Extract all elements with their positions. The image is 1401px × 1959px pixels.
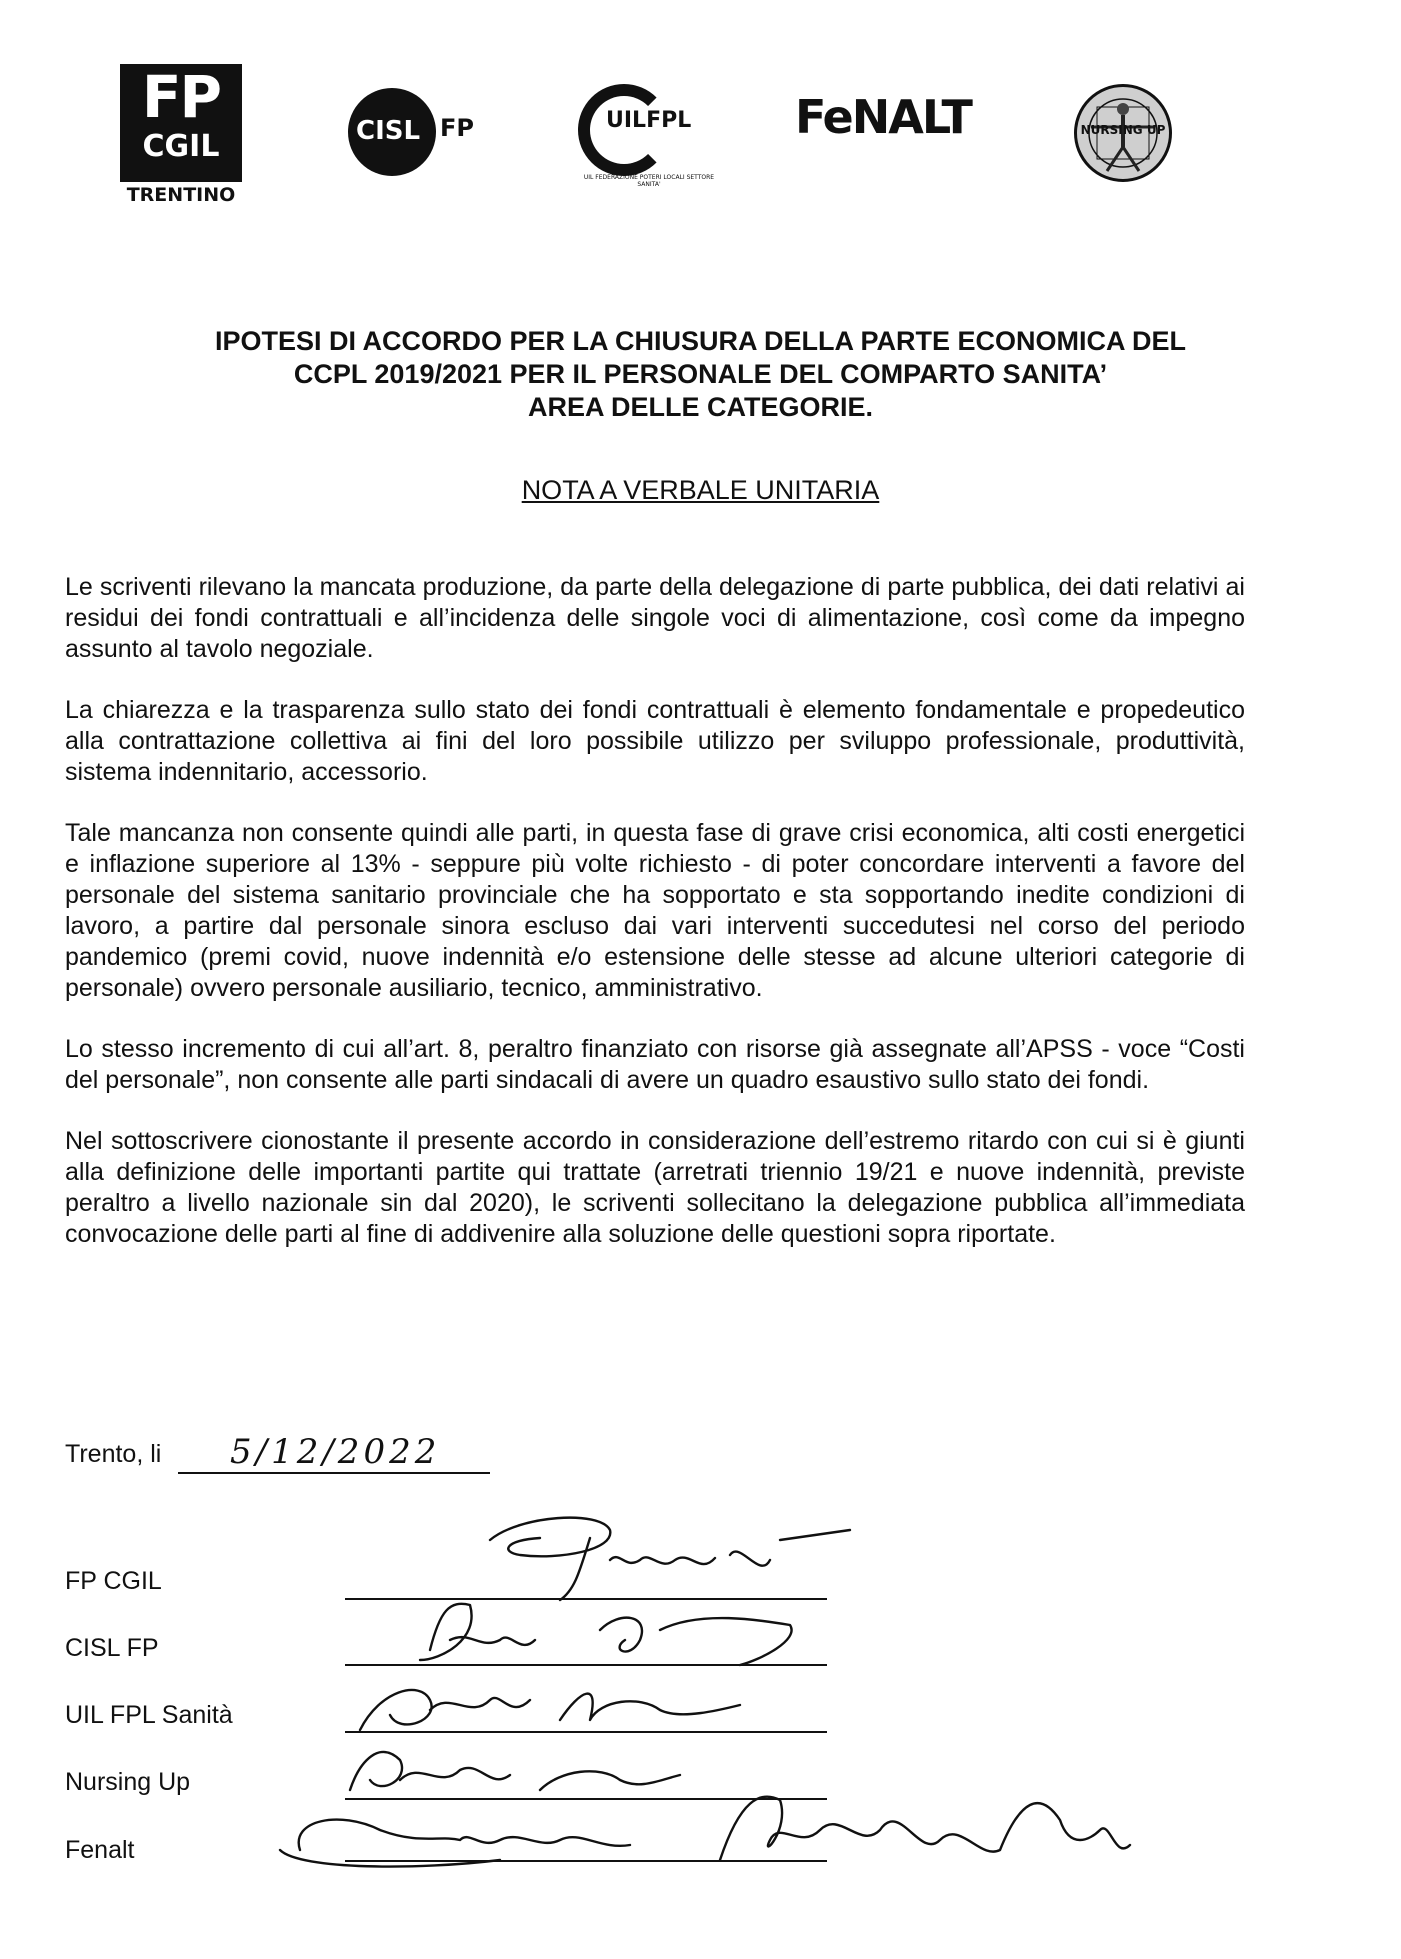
title-line: AREA DELLE CATEGORIE.: [527, 392, 873, 422]
fp-cgil-logo-line1: FP: [141, 63, 221, 131]
nursing-up-logo-text: NURSING UP: [1080, 123, 1166, 137]
title-line: IPOTESI DI ACCORDO PER LA CHIUSURA DELLA PARTE ECONOMICA DEL: [214, 326, 1187, 356]
signature-cisl-fp: [420, 1604, 792, 1665]
signatory-label: Nursing Up: [65, 1768, 191, 1796]
paragraph: Lo stesso incremento di cui all’art. 8, peraltro finanziato con risorse già assegnate all’APSS - voce “Costi del personale”, non consente alle parti sindacali di avere un quadro esaustivo sullo stato dei fondi.: [65, 1035, 1245, 1094]
signatory-label: Fenalt: [65, 1836, 135, 1864]
signature-fenalt-2: [720, 1797, 1130, 1860]
cisl-logo-fp: FP: [440, 114, 474, 142]
fp-cgil-logo-line2: CGIL: [142, 129, 220, 164]
fenalt-logo: FeNALT: [795, 90, 971, 144]
uil-logo-text: UILFPL: [606, 108, 692, 133]
paragraph: Tale mancanza non consente quindi alle parti, in questa fase di grave crisi economica, alti costi energetici e inflazione superiore al 13% - seppure più volte richiesto - di poter concordare interventi a favore del personale del sistema sanitario provinciale che ha sopportato e sta sopportando inedite condizioni di lavoro, a partire dal personale sinora escluso dai vari interventi succedutesi nel corso del periodo pandemico (premi covid, nuove indennità e/o estensione delle stesse ad alcune ulteriori categorie di personale) ovvero personale ausiliario, tecnico, amministrativo.: [65, 819, 1245, 1002]
signatory-label: CISL FP: [65, 1634, 159, 1662]
uil-logo-small: UIL FEDERAZIONE POTERI LOCALI SETTORE SANITA': [583, 174, 715, 188]
paragraph: Le scriventi rilevano la mancata produzione, da parte della delegazione di parte pubblica, dei dati relativi ai residui dei fondi contrattuali e all’incidenza delle singole voci di alimentazione, così come da impegno assunto al tavolo negoziale.: [65, 573, 1245, 663]
signature-uil-fpl: [360, 1690, 740, 1730]
signature-nursing-up: [350, 1752, 680, 1790]
paragraph: La chiarezza e la trasparenza sullo stato dei fondi contrattuali è elemento fondamentale e propedeutico alla contrattazione collettiva ai fini del loro possibile utilizzo per sviluppo professionale, produttività, sistema indennitario, accessorio.: [65, 696, 1245, 786]
signature-fenalt-1: [280, 1820, 630, 1867]
signatory-label: FP CGIL: [65, 1567, 162, 1595]
fp-cgil-logo-sub: TRENTINO: [126, 184, 236, 206]
handwritten-date: 5/12/2022: [230, 1432, 441, 1472]
subtitle-text: NOTA A VERBALE UNITARIA: [521, 475, 880, 505]
place-label: Trento, li: [65, 1440, 162, 1468]
cisl-logo-text: CISL: [356, 116, 421, 146]
signature-fp-cgil: [490, 1518, 850, 1600]
title-line: CCPL 2019/2021 PER IL PERSONALE DEL COMPARTO SANITA’: [293, 359, 1108, 389]
paragraph: Nel sottoscrivere cionostante il presente accordo in considerazione dell’estremo ritardo con cui si è giunti alla definizione delle importanti partite qui trattate (arretrati triennio 19/21 e nuove indennità, previste peraltro a livello nazionale sin dal 2020), le scriventi sollecitano la delegazione pubblica all’immediata convocazione delle parti al fine di addivenire alla soluzione delle questioni sopra riportate.: [65, 1127, 1245, 1248]
signatory-label: UIL FPL Sanità: [65, 1701, 233, 1729]
